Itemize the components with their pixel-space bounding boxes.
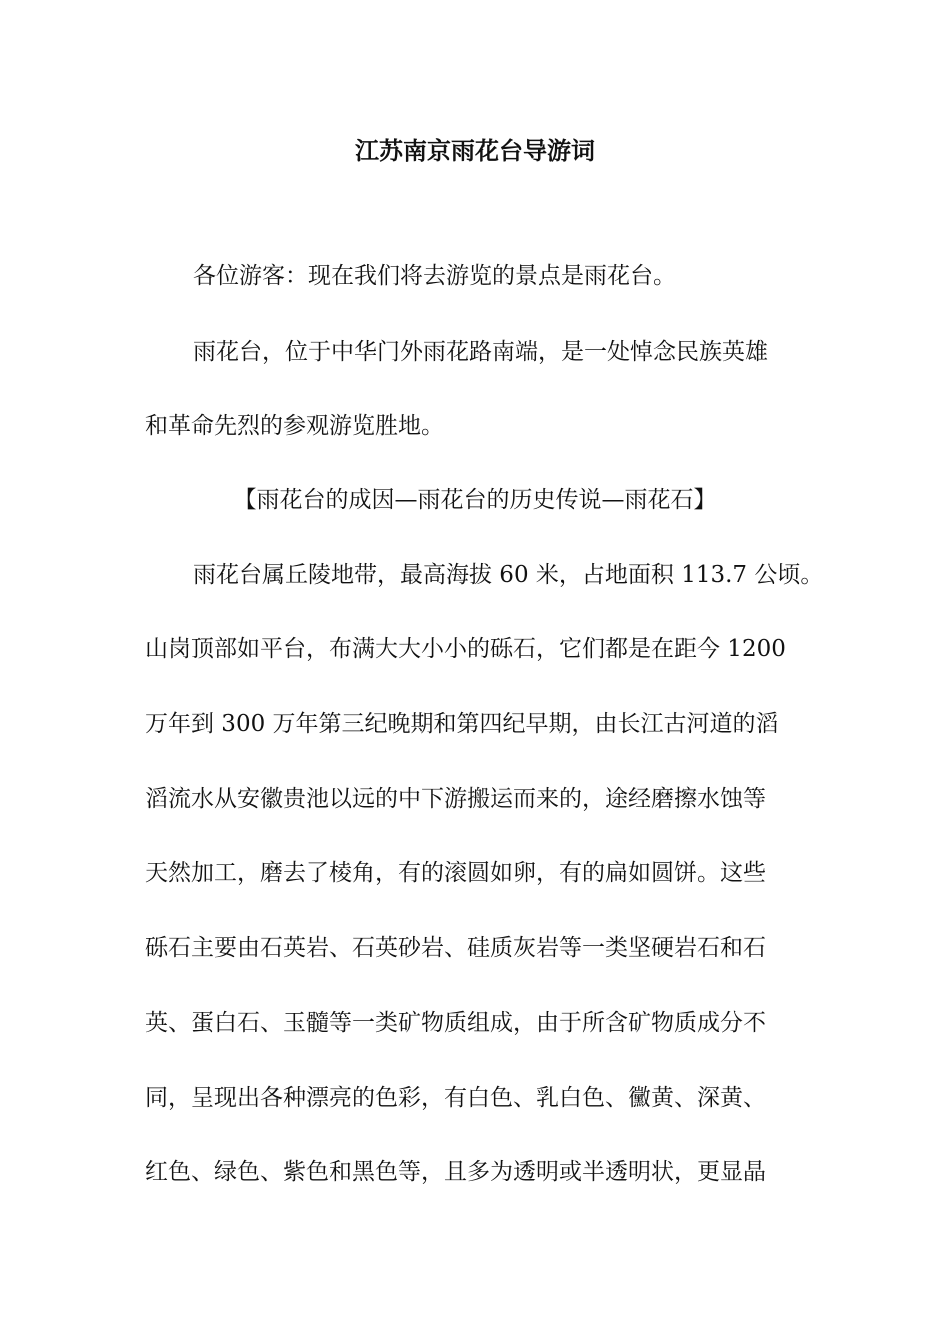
paragraph-line: 雨花台属丘陵地带，最高海拔 60 米，占地面积 113.7 公顷。 xyxy=(193,562,824,588)
paragraph-line: 万年到 300 万年第三纪晚期和第四纪早期，由长江古河道的滔 xyxy=(145,711,779,737)
paragraph-line: 天然加工，磨去了棱角，有的滚圆如卵，有的扁如圆饼。这些 xyxy=(145,860,766,886)
section-heading: 【雨花台的成因—雨花台的历史传说—雨花石】 xyxy=(233,487,717,513)
document-title: 江苏南京雨花台导游词 xyxy=(355,136,595,165)
paragraph-line: 英、蛋白石、玉髓等一类矿物质组成，由于所含矿物质成分不 xyxy=(145,1010,766,1036)
paragraph-line: 红色、绿色、紫色和黑色等，且多为透明或半透明状，更显晶 xyxy=(145,1159,766,1185)
paragraph-line: 砾石主要由石英岩、石英砂岩、硅质灰岩等一类坚硬岩石和石 xyxy=(145,935,766,961)
paragraph-line: 山岗顶部如平台，布满大大小小的砾石，它们都是在距今 1200 xyxy=(145,636,786,662)
paragraph-line: 和革命先烈的参观游览胜地。 xyxy=(145,413,444,439)
paragraph-line: 滔流水从安徽贵池以远的中下游搬运而来的，途经磨擦水蚀等 xyxy=(145,786,766,812)
paragraph-line: 雨花台，位于中华门外雨花路南端，是一处悼念民族英雄 xyxy=(193,339,768,365)
paragraph-greeting: 各位游客：现在我们将去游览的景点是雨花台。 xyxy=(193,263,676,289)
paragraph-line: 同，呈现出各种漂亮的色彩，有白色、乳白色、黴黄、深黄、 xyxy=(145,1085,766,1111)
